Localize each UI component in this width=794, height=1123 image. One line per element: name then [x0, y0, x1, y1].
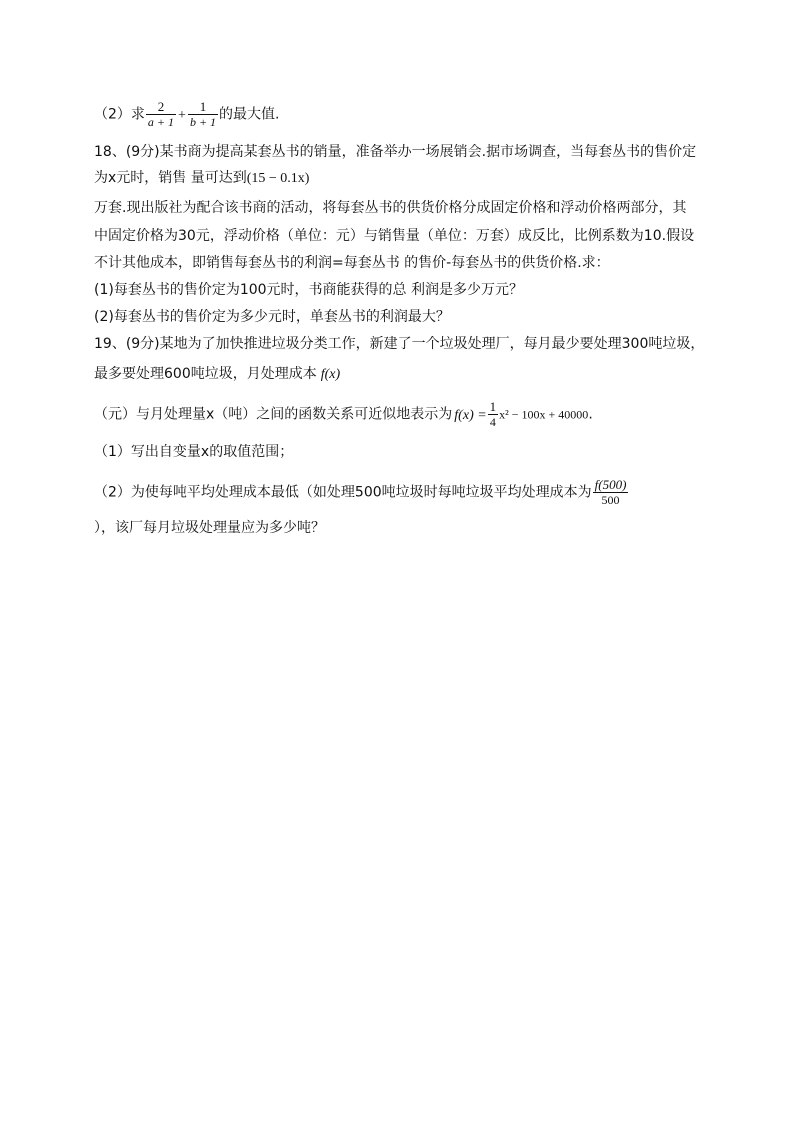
q19-line-1: 19、(9分)某地为了加快推进垃圾分类工作，新建了一个垃圾处理厂，每月最少要处理300吨垃圾， — [94, 336, 705, 352]
q19-function-rhs: x² − 100x + 40000 — [499, 407, 589, 422]
q17-part2-suffix: 的最大值. — [219, 106, 280, 123]
q19-part2-end: ），该厂每月垃圾处理量应为多少吨？ — [94, 520, 325, 536]
q19-line-3 — [94, 400, 593, 429]
q18-sales-expression: (15 − 0.1x) — [246, 171, 310, 186]
fraction-denominator: b + 1 — [189, 115, 217, 129]
q18-line-4: 中固定价格为30元，浮动价格（单位：元）与销售量（单位：万套）成反比，比例系数为10.假设 — [94, 228, 695, 244]
q18-line-1: 18、(9分)某书商为提高某套丛书的销量，准备举办一场展销会.据市场调查，当每套丛书的售价定 — [94, 144, 697, 160]
fraction-one-quarter — [488, 400, 499, 429]
fraction-denominator: 500 — [601, 493, 620, 507]
q18-part2: (2)每套丛书的售价定为多少元时，单套丛书的利润最大？ — [94, 309, 450, 325]
plus-sign: + — [178, 107, 186, 123]
q18-part1: (1)每套丛书的售价定为100元时，书商能获得的总 利润是多少万元？ — [94, 282, 524, 298]
fraction-1-over-b-plus-1 — [188, 100, 218, 129]
q19-line-2-text: 最多要处理600吨垃圾，月处理成本 — [94, 366, 317, 382]
q19-function-lhs: f(x) = — [454, 407, 487, 423]
fraction-denominator: 4 — [489, 415, 496, 429]
q19-line-3-end: . — [588, 406, 593, 423]
q19-part2-text: （2）为使每吨平均处理成本最低（如处理500吨垃圾时每吨垃圾平均处理成本为 — [94, 484, 592, 501]
q18-line-2 — [94, 168, 309, 189]
q19-line-2 — [94, 364, 340, 385]
q18-line-5: 不计其他成本，即销售每套丛书的利润=每套丛书 的售价-每套丛书的供货价格.求： — [94, 255, 610, 271]
q19-part1: （1）写出自变量x的取值范围； — [94, 444, 294, 460]
q19-line-3-text: （元）与月处理量x（吨）之间的函数关系可近似地表示为 — [94, 406, 453, 423]
fraction-numerator: 1 — [188, 100, 218, 115]
q19-part2-line — [94, 478, 629, 507]
fraction-2-over-a-plus-1 — [146, 100, 176, 129]
fraction-numerator: f(500) — [594, 477, 627, 492]
fraction-f500-over-500 — [593, 478, 629, 507]
fraction-numerator: 1 — [489, 399, 497, 414]
q18-line-3: 万套.现出版社为配合该书商的活动，将每套丛书的供货价格分成固定价格和浮动价格两部分，其 — [94, 200, 687, 216]
q17-part2-prefix: （2）求 — [94, 106, 145, 123]
fraction-numerator: 2 — [146, 100, 176, 115]
q17-part2-line — [94, 100, 280, 129]
q19-cost-function: f(x) — [320, 367, 341, 382]
fraction-denominator: a + 1 — [147, 115, 175, 129]
q18-line-2-text: 为x元时，销售 量可达到 — [94, 170, 247, 186]
